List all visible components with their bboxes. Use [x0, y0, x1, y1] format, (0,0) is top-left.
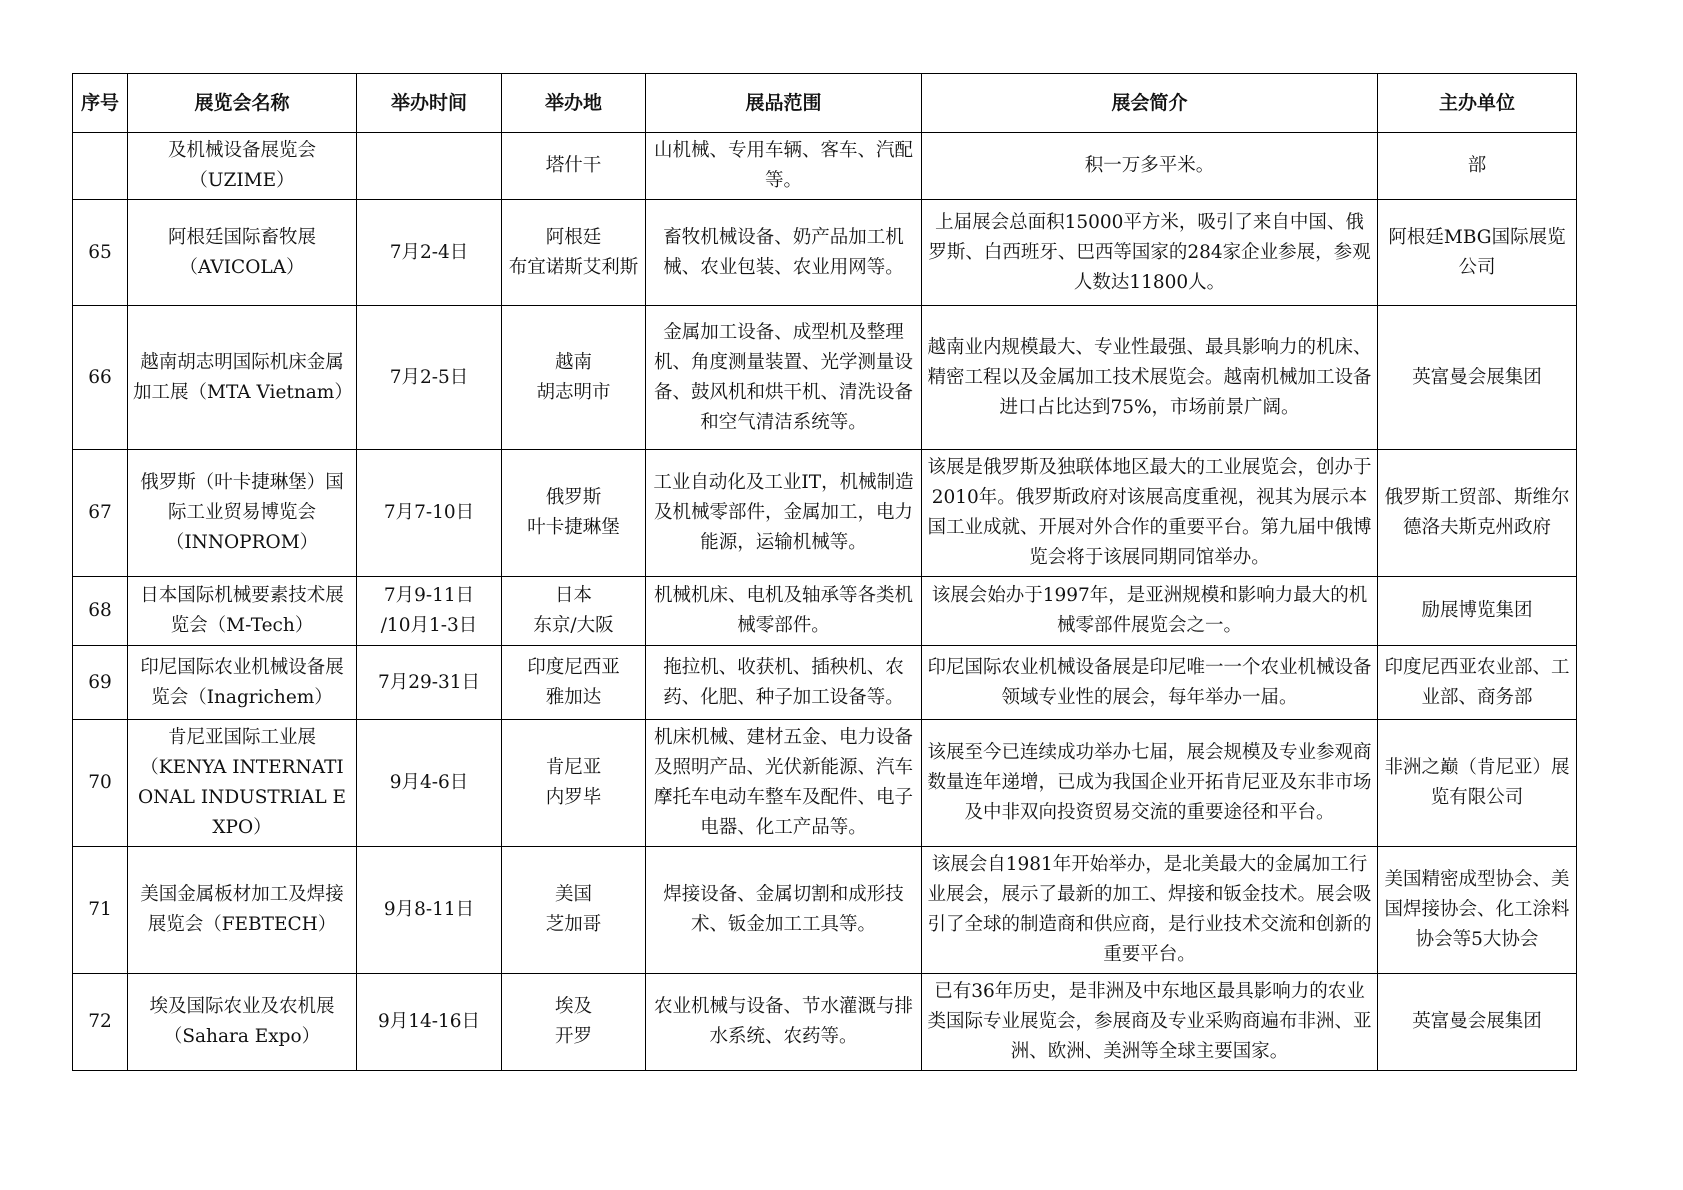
- cell-name: 埃及国际农业及农机展 （Sahara Expo）: [128, 974, 357, 1071]
- cell-no: 71: [73, 847, 128, 974]
- cell-host: 印度尼西亚农业部、工业部、商务部: [1378, 646, 1577, 720]
- table-row: [73, 306, 1577, 450]
- cell-host: 俄罗斯工贸部、斯维尔德洛夫斯克州政府: [1378, 450, 1577, 577]
- table-row: [73, 720, 1577, 847]
- cell-date: 7月2-5日: [357, 306, 502, 450]
- header-place: 举办地: [502, 74, 646, 133]
- header-scope: 展品范围: [646, 74, 922, 133]
- cell-date: 9月14-16日: [357, 974, 502, 1071]
- table-row: [73, 646, 1577, 720]
- cell-place: 美国 芝加哥: [502, 847, 646, 974]
- cell-date: 9月4-6日: [357, 720, 502, 847]
- cell-date: [357, 133, 502, 200]
- cell-intro: 该展至今已连续成功举办七届，展会规模及专业参观商数量连年递增，已成为我国企业开拓肯尼亚及东非市场及中非双向投资贸易交流的重要途径和平台。: [922, 720, 1378, 847]
- cell-scope: 拖拉机、收获机、插秧机、农药、化肥、种子加工设备等。: [646, 646, 922, 720]
- cell-no: 66: [73, 306, 128, 450]
- cell-place: 塔什干: [502, 133, 646, 200]
- table-header-row: [73, 74, 1577, 133]
- cell-intro: 上届展会总面积15000平方米，吸引了来自中国、俄罗斯、白西班牙、巴西等国家的284家企业参展，参观人数达11800人。: [922, 200, 1378, 306]
- cell-date: 7月9-11日 /10月1-3日: [357, 577, 502, 646]
- cell-date: 7月7-10日: [357, 450, 502, 577]
- cell-scope: 机械机床、电机及轴承等各类机械零部件。: [646, 577, 922, 646]
- cell-no: [73, 133, 128, 200]
- table-row: [73, 974, 1577, 1071]
- cell-scope: 山机械、专用车辆、客车、汽配等。: [646, 133, 922, 200]
- cell-place: 日本 东京/大阪: [502, 577, 646, 646]
- cell-place: 越南 胡志明市: [502, 306, 646, 450]
- cell-scope: 畜牧机械设备、奶产品加工机械、农业包装、农业用网等。: [646, 200, 922, 306]
- cell-name: 美国金属板材加工及焊接展览会（FEBTECH）: [128, 847, 357, 974]
- cell-intro: 已有36年历史，是非洲及中东地区最具影响力的农业类国际专业展览会，参展商及专业采购商遍布非洲、亚洲、欧洲、美洲等全球主要国家。: [922, 974, 1378, 1071]
- cell-scope: 焊接设备、金属切割和成形技术、钣金加工工具等。: [646, 847, 922, 974]
- cell-host: 非洲之巅（肯尼亚）展览有限公司: [1378, 720, 1577, 847]
- table-row: [73, 450, 1577, 577]
- table-row: [73, 200, 1577, 306]
- cell-date: 7月29-31日: [357, 646, 502, 720]
- cell-place: 俄罗斯 叶卡捷琳堡: [502, 450, 646, 577]
- cell-name: 越南胡志明国际机床金属加工展（MTA Vietnam）: [128, 306, 357, 450]
- cell-intro: 该展是俄罗斯及独联体地区最大的工业展览会，创办于2010年。俄罗斯政府对该展高度重视，视其为展示本国工业成就、开展对外合作的重要平台。第九届中俄博览会将于该展同期同馆举办。: [922, 450, 1378, 577]
- cell-name: 及机械设备展览会 （UZIME）: [128, 133, 357, 200]
- cell-place: 阿根廷 布宜诺斯艾利斯: [502, 200, 646, 306]
- cell-scope: 工业自动化及工业IT，机械制造及机械零部件，金属加工，电力能源，运输机械等。: [646, 450, 922, 577]
- cell-intro: 越南业内规模最大、专业性最强、最具影响力的机床、精密工程以及金属加工技术展览会。越南机械加工设备进口占比达到75%，市场前景广阔。: [922, 306, 1378, 450]
- cell-host: 美国精密成型协会、美国焊接协会、化工涂料协会等5大协会: [1378, 847, 1577, 974]
- cell-scope: 农业机械与设备、节水灌溉与排水系统、农药等。: [646, 974, 922, 1071]
- header-date: 举办时间: [357, 74, 502, 133]
- cell-no: 65: [73, 200, 128, 306]
- header-no: 序号: [73, 74, 128, 133]
- cell-no: 69: [73, 646, 128, 720]
- header-intro: 展会简介: [922, 74, 1378, 133]
- cell-intro: 该展会始办于1997年，是亚洲规模和影响力最大的机械零部件展览会之一。: [922, 577, 1378, 646]
- cell-name: 肯尼亚国际工业展 （KENYA INTERNATIONAL INDUSTRIAL EXPO）: [128, 720, 357, 847]
- table-row: [73, 847, 1577, 974]
- cell-name: 印尼国际农业机械设备展览会（Inagrichem）: [128, 646, 357, 720]
- cell-date: 7月2-4日: [357, 200, 502, 306]
- cell-host: 部: [1378, 133, 1577, 200]
- cell-name: 日本国际机械要素技术展览会（M-Tech）: [128, 577, 357, 646]
- cell-host: 阿根廷MBG国际展览公司: [1378, 200, 1577, 306]
- cell-place: 埃及 开罗: [502, 974, 646, 1071]
- cell-intro: 积一万多平米。: [922, 133, 1378, 200]
- table-row: [73, 133, 1577, 200]
- header-host: 主办单位: [1378, 74, 1577, 133]
- cell-host: 励展博览集团: [1378, 577, 1577, 646]
- table-row: [73, 577, 1577, 646]
- cell-name: 俄罗斯（叶卡捷琳堡）国际工业贸易博览会 （INNOPROM）: [128, 450, 357, 577]
- cell-host: 英富曼会展集团: [1378, 306, 1577, 450]
- cell-place: 印度尼西亚 雅加达: [502, 646, 646, 720]
- cell-name: 阿根廷国际畜牧展 （AVICOLA）: [128, 200, 357, 306]
- cell-scope: 金属加工设备、成型机及整理机、角度测量装置、光学测量设备、鼓风机和烘干机、清洗设备和空气清洁系统等。: [646, 306, 922, 450]
- cell-date: 9月8-11日: [357, 847, 502, 974]
- header-name: 展览会名称: [128, 74, 357, 133]
- cell-host: 英富曼会展集团: [1378, 974, 1577, 1071]
- cell-no: 72: [73, 974, 128, 1071]
- exhibition-table: [72, 73, 1577, 1071]
- cell-intro: 该展会自1981年开始举办，是北美最大的金属加工行业展会，展示了最新的加工、焊接和钣金技术。展会吸引了全球的制造商和供应商，是行业技术交流和创新的重要平台。: [922, 847, 1378, 974]
- cell-no: 68: [73, 577, 128, 646]
- cell-scope: 机床机械、建材五金、电力设备及照明产品、光伏新能源、汽车摩托车电动车整车及配件、电子电器、化工产品等。: [646, 720, 922, 847]
- cell-no: 67: [73, 450, 128, 577]
- cell-no: 70: [73, 720, 128, 847]
- cell-place: 肯尼亚 内罗毕: [502, 720, 646, 847]
- cell-intro: 印尼国际农业机械设备展是印尼唯一一个农业机械设备领域专业性的展会，每年举办一届。: [922, 646, 1378, 720]
